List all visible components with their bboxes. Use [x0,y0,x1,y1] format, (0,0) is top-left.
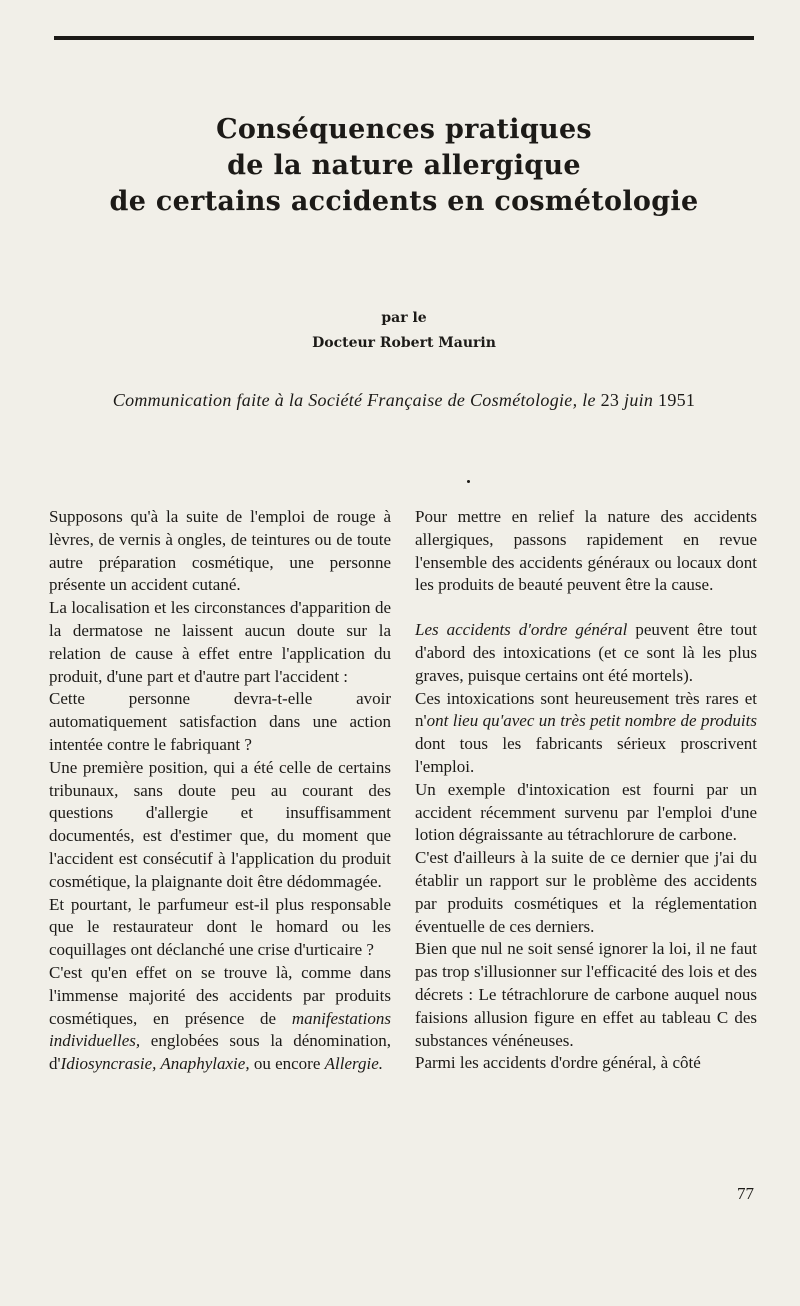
paragraph: La localisation et les circonstances d'apparition de la dermatose ne laissent aucun doute sur la relation de cause à effet entre l'application du produit, d'une part et d'autre part l'accident : [49,598,391,686]
emphasis: ont lieu qu'avec un très petit nombre de produits [426,711,757,731]
title-line-3: de certains accidents en cosmétologie [109,186,699,217]
byline [40,306,768,356]
paragraph: Supposons qu'à la suite de l'emploi de rouge à lèvres, de vernis à ongles, de teintures ou de toute autre préparation cosmétique, une personne présente un accident cutané. [49,507,391,595]
page-number: 77 [737,1184,754,1203]
paragraph: Pour mettre en relief la nature des accidents allergiques, passons rapidement en revue l'ensemble des accidents généraux ou locaux dont les produits de beauté peuvent être la cause. [415,507,757,595]
top-rule [54,36,754,40]
paragraph [415,619,757,687]
communication-month: juin [624,390,654,410]
separator-dot [467,480,470,483]
text-run: ou encore [253,1054,321,1074]
paragraph [49,962,391,1076]
paragraph: C'est d'ailleurs à la suite de ce dernier que j'ai du établir un rapport sur le problème des accidents par produits cosmétiques et la réglementation éventuelle de ces derniers. [415,848,757,936]
emphasis: Idiosyncrasie, Anaphylaxie, [60,1054,250,1074]
text-run: peuvent être tout d'abord des intoxications (et ce sont là les plus graves, puisque certains ont été mortels). [415,620,757,685]
title-line-2: de la nature allergique [227,150,581,181]
communication-text: Communication faite à la Société Française de Cosmétologie, le [112,390,596,410]
communication-day: 23 [600,390,620,410]
paragraph: Bien que nul ne soit sensé ignorer la loi, il ne faut pas trop s'illusionner sur l'efficacité des lois et des décrets : Le tétrachlorure de carbone auquel nous faisions allusion figure en effet au tableau C des substances vénéneuses. [415,939,757,1050]
communication-note [40,390,768,411]
paragraph: Parmi les accidents d'ordre général, à côté [415,1053,701,1073]
author-name: Docteur Robert Maurin [312,335,496,351]
paragraph: Et pourtant, le parfumeur est-il plus responsable que le restaurateur dont le homard ou les coquillages ont déclanché une crise d'urticaire ? [49,894,391,960]
byline-prefix: par le [381,310,427,326]
paragraph [415,688,757,779]
emphasis: manifestations individuelles, [49,1008,391,1051]
paragraph: Un exemple d'intoxication est fourni par un accident récemment survenu par l'emploi d'une lotion dégraissante au tétrachlorure de carbone. [415,779,757,845]
paragraph: Une première position, qui a été celle de certains tribunaux, sans doute peu au courant des questions d'allergie et insuffisamment documentés, est d'estimer que, du moment que l'accident est consécutif à l'application du produit cosmétique, la plaignante doit être dédommagée. [49,757,391,891]
communication-year: 1951 [658,390,696,410]
paragraph: Cette personne devra-t-elle avoir automatiquement satisfaction dans une action intentée contre le fabriquant ? [49,689,391,754]
text-run: dont tous les fabricants sérieux proscrivent l'emploi. [415,734,757,776]
emphasis: Les accidents d'ordre général [415,620,628,640]
text-run: C'est qu'en effet on se trouve là, comme dans l'immense majorité des accidents par produits cosmétiques, en présence de [49,962,391,1028]
article-title [40,112,768,220]
emphasis: Allergie. [324,1054,384,1074]
text-run: englobées sous la dénomination, d' [49,1031,391,1074]
title-line-1: Conséquences pratiques [216,114,592,145]
text-run: Ces intoxications sont heureusement très rares et n' [415,688,757,731]
right-column [415,506,757,1075]
left-column [49,506,391,1076]
